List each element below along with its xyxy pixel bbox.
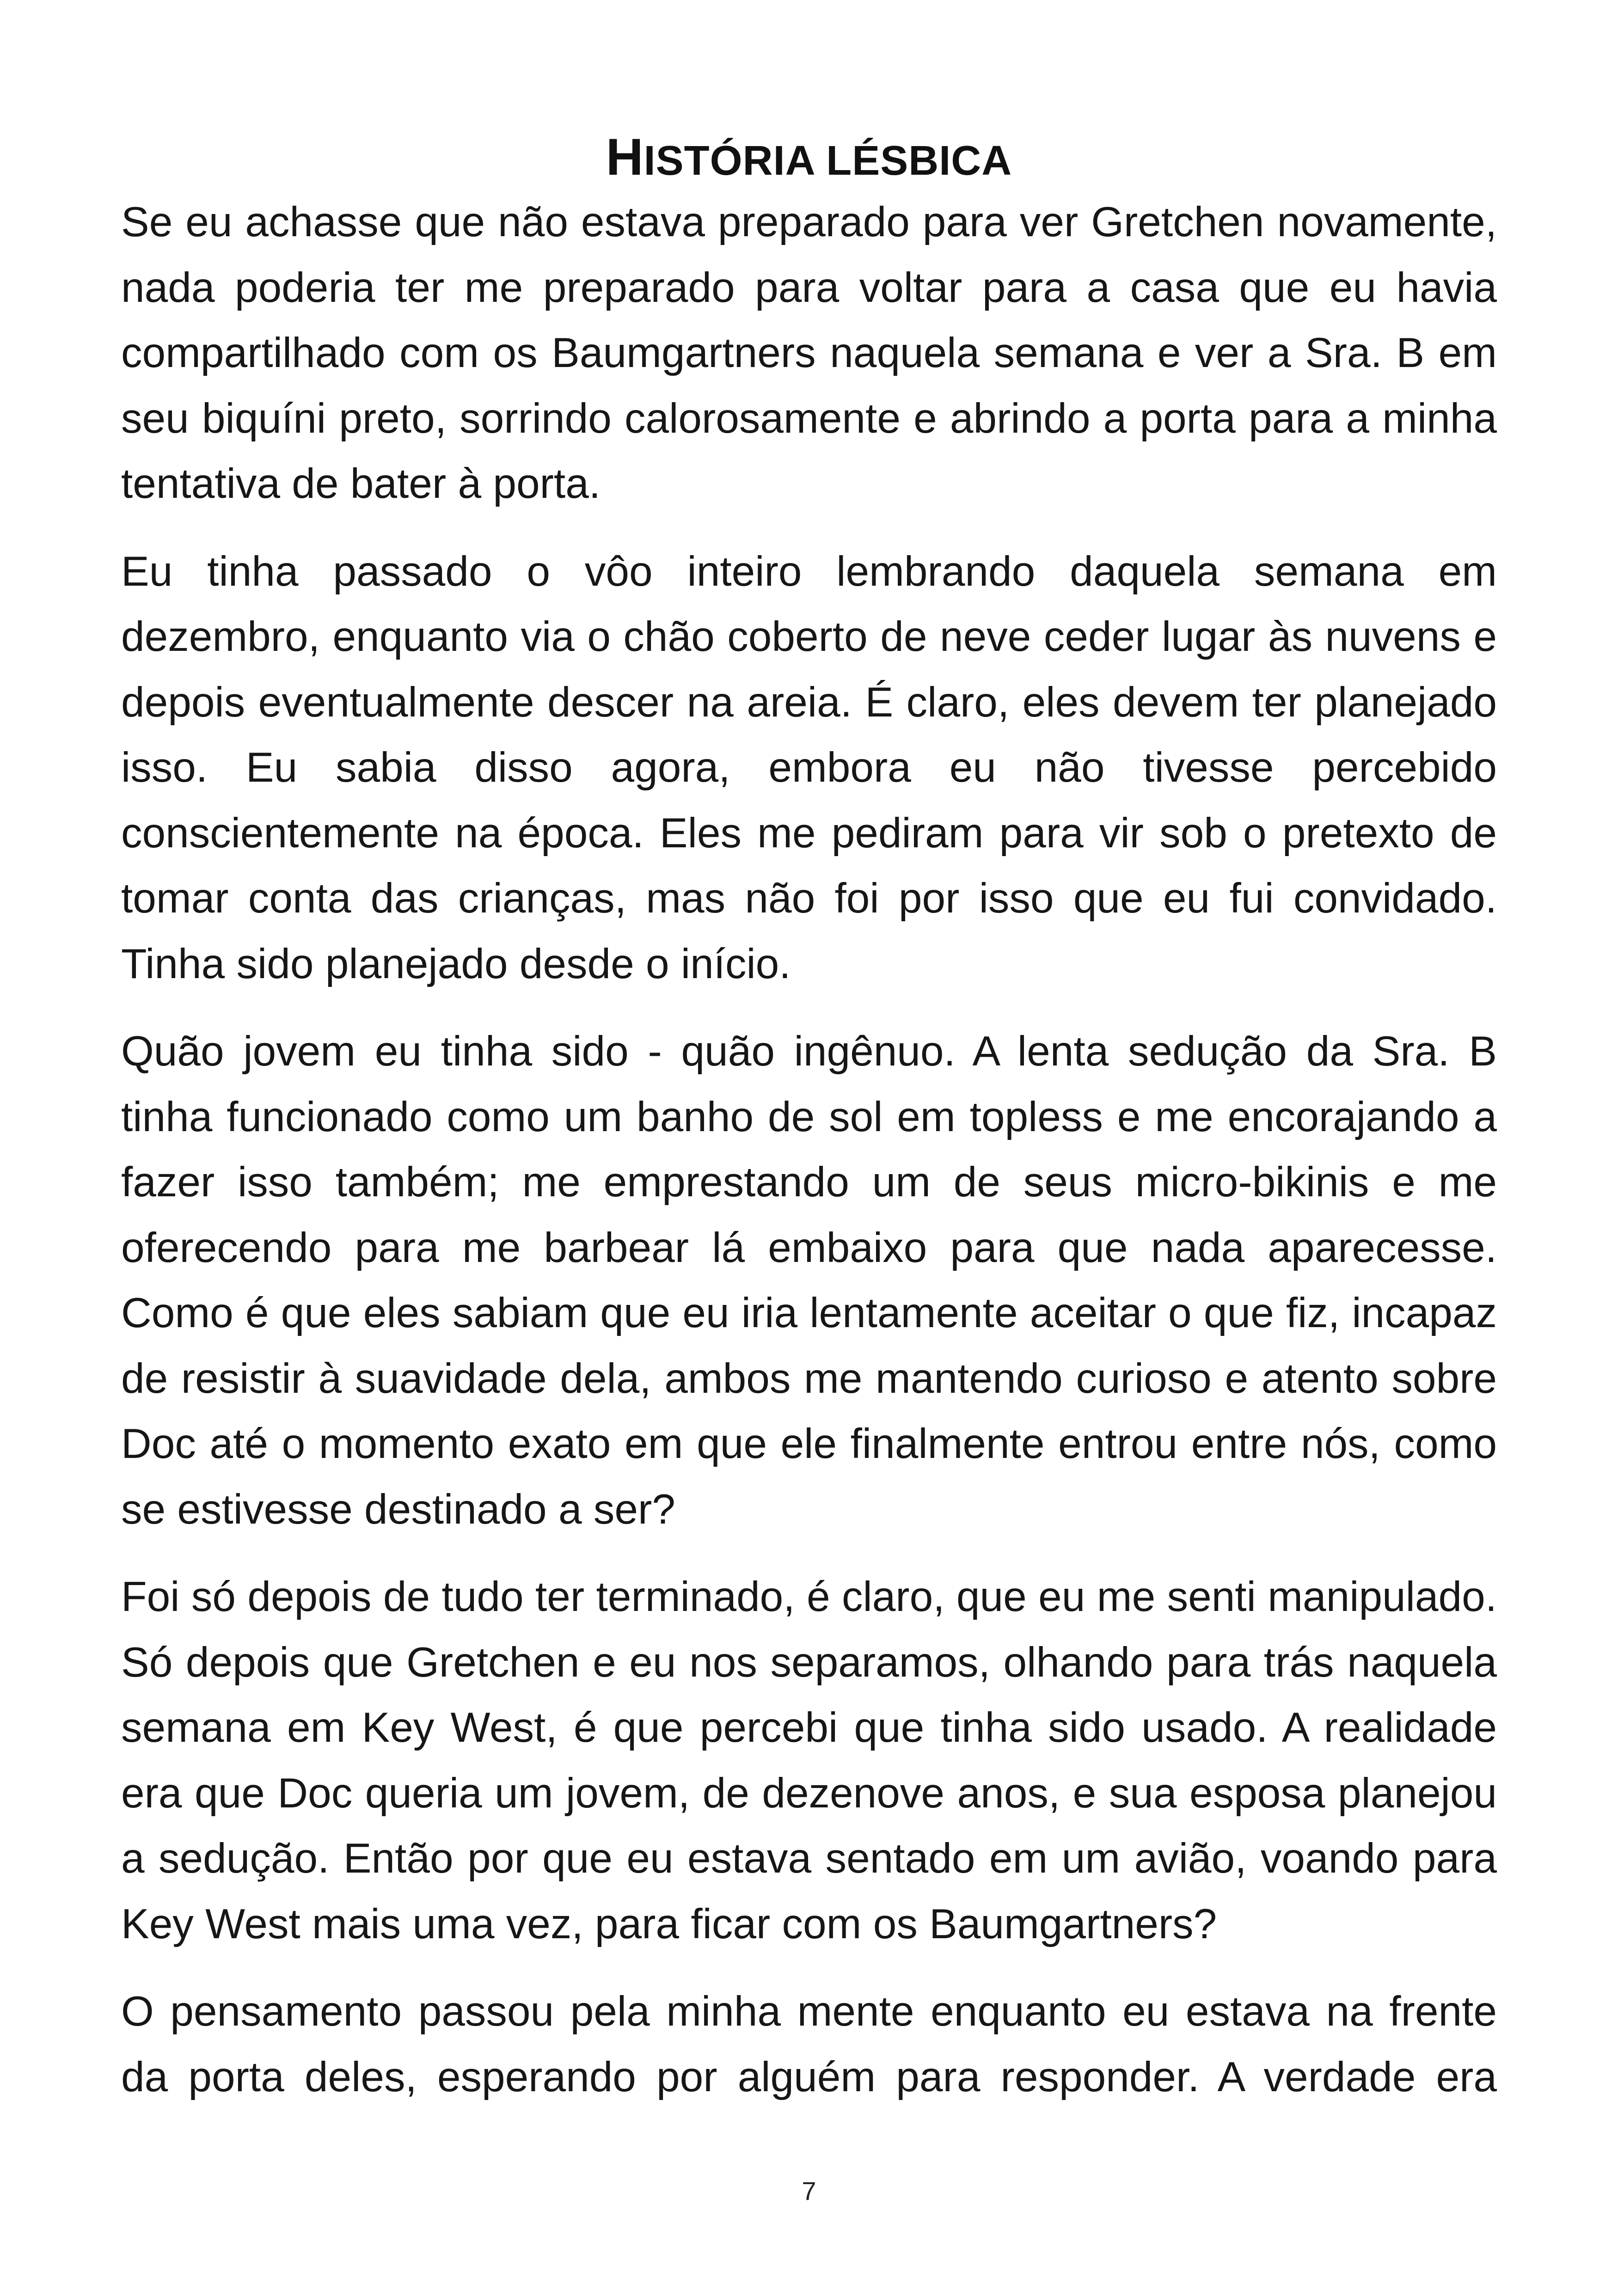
- page-number: 7: [802, 2176, 816, 2205]
- title-rest: ISTÓRIA LÉSBICA: [644, 138, 1012, 184]
- paragraph-3: Quão jovem eu tinha sido - quão ingênuo. A lenta sedução da Sra. B tinha funcionado como um banho de sol em topless e me encorajando a fazer isso também; me emprestando um de seus micro-bikinis e me oferecendo para me barbear lá embaixo para que nada aparecesse. Como é que eles sabiam que eu iria lentamente aceitar o que fiz, incapaz de resistir à suavidade dela, ambos me mantendo curioso e atento sobre Doc até o momento exato em que ele finalmente entrou entre nós, como se estivesse destinado a ser?: [121, 1028, 1497, 1533]
- paragraph-5: O pensamento passou pela minha mente enquanto eu estava na frente da porta deles, esperando por alguém para responder. A verdade era: [121, 1988, 1497, 2100]
- paragraph-4: Foi só depois de tudo ter terminado, é claro, que eu me senti manipulado. Só depois que Gretchen e eu nos separamos, olhando para trás naquela semana em Key West, é que percebi que tinha sido usado. A realidade era que Doc queria um jovem, de dezenove anos, e sua esposa planejou a sedução. Então por que eu estava sentado em um avião, voando para Key West mais uma vez, para ficar com os Baumgartners?: [121, 1574, 1497, 1947]
- body-text: [121, 190, 1497, 2132]
- paragraph-1: Se eu achasse que não estava preparado para ver Gretchen novamente, nada poderia ter me preparado para voltar para a casa que eu havia compartilhado com os Baumgartners naquela semana e ver a Sra. B em seu biquíni preto, sorrindo calorosamente e abrindo a porta para a minha tentativa de bater à porta.: [121, 199, 1497, 507]
- page-title: [0, 122, 1618, 196]
- title-initial: H: [606, 128, 644, 186]
- paragraph-2: Eu tinha passado o vôo inteiro lembrando daquela semana em dezembro, enquanto via o chão coberto de neve ceder lugar às nuvens e depois eventualmente descer na areia. É claro, eles devem ter planejado isso. Eu sabia disso agora, embora eu não tivesse percebido conscientemente na época. Eles me pediram para vir sob o pretexto de tomar conta das crianças, mas não foi por isso que eu fui convidado. Tinha sido planejado desde o início.: [121, 548, 1497, 987]
